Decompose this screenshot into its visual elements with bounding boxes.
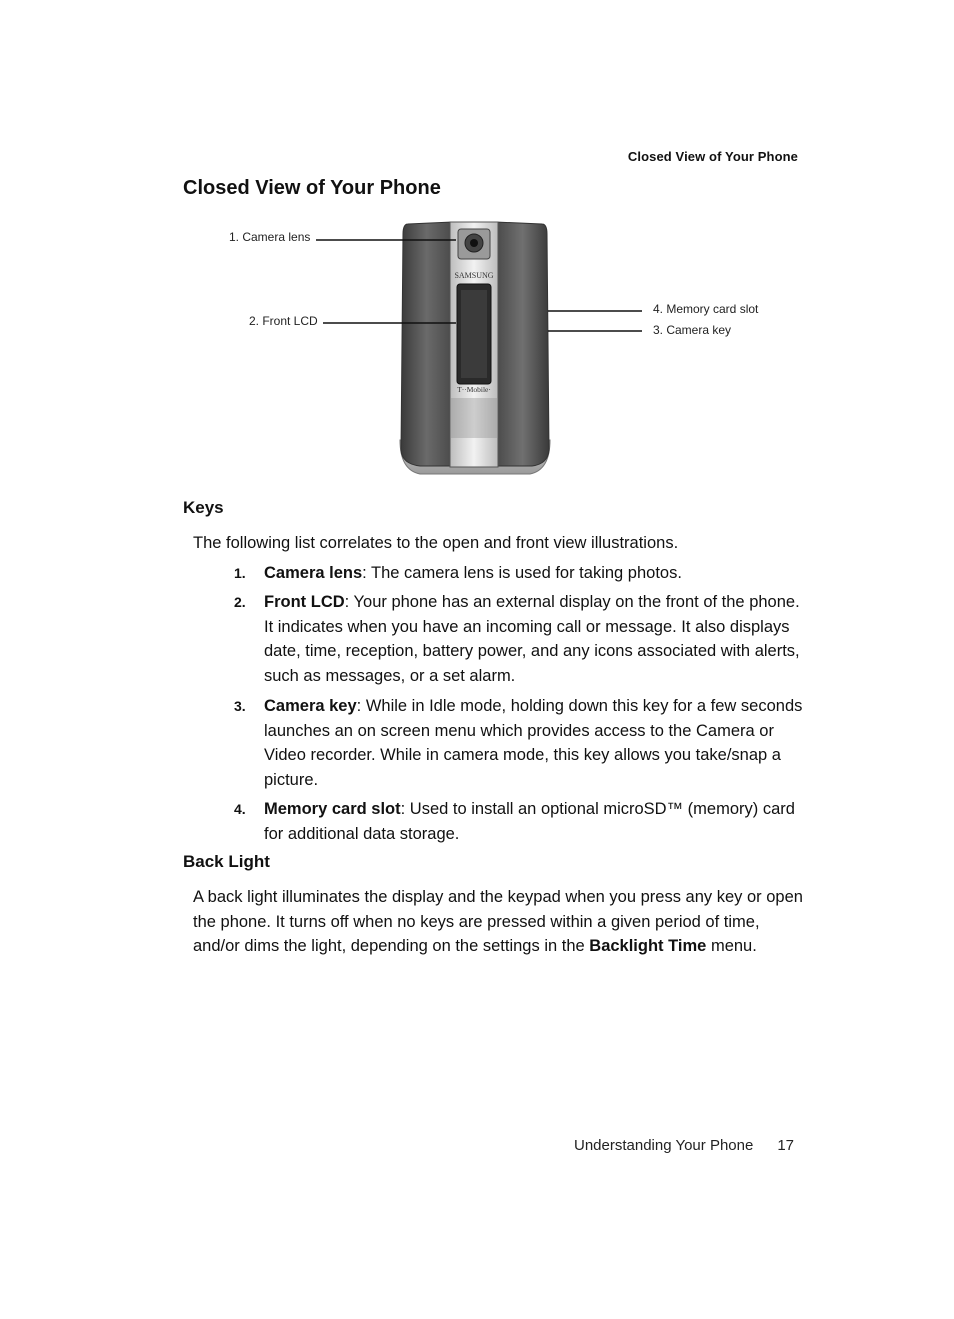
footer-section-title: Understanding Your Phone (574, 1137, 754, 1154)
callout-memory-card-slot: 4. Memory card slot (653, 302, 759, 316)
key-item-memory-card-slot (234, 797, 804, 846)
key-term: Front LCD (264, 593, 345, 611)
backlight-time-menu-name: Backlight Time (589, 937, 707, 955)
page-number: 17 (777, 1137, 794, 1154)
back-light-paragraph (193, 885, 803, 959)
list-number: 3. (234, 698, 246, 714)
key-term: Camera key (264, 697, 357, 715)
keys-intro: The following list correlates to the open and front view illustrations. (193, 534, 679, 552)
back-light-heading: Back Light (183, 852, 270, 871)
phone-brand-text: SAMSUNG (454, 271, 494, 280)
key-description: : Your phone has an external display on the front of the phone. It indicates when you have an incoming call or message. It also displays date, time, reception, battery power, and any icons associated with alerts, such as messages, or a set alarm. (264, 593, 800, 685)
page-title: Closed View of Your Phone (183, 177, 441, 199)
back-light-text-end: menu. (706, 937, 757, 955)
key-item-front-lcd (234, 590, 804, 688)
key-item-camera-key (234, 694, 804, 792)
carrier-logo-text: T··Mobile· (457, 385, 491, 394)
back-light-text: A back light illuminates the display and the keypad when you press any key or open the phone. It turns off when no keys are pressed within a given period of time, and/or dims the light, depending on the settings in the (193, 888, 803, 955)
key-description: : Used to install an optional microSD™ (memory) card for additional data storage. (264, 800, 795, 843)
key-description: : While in Idle mode, holding down this key for a few seconds launches an on screen menu which provides access to the Camera or Video recorder. While in camera mode, this key allows you take/snap a picture. (264, 697, 803, 789)
phone-illustration (220, 212, 780, 484)
phone-figure (220, 212, 780, 484)
list-number: 2. (234, 594, 246, 610)
running-head: Closed View of Your Phone (627, 149, 798, 164)
list-number: 4. (234, 801, 246, 817)
callout-front-lcd: 2. Front LCD (249, 314, 318, 328)
page-footer (574, 1137, 794, 1154)
key-item-camera-lens (234, 561, 804, 586)
callout-camera-lens: 1. Camera lens (229, 230, 311, 244)
list-number: 1. (234, 565, 246, 581)
key-term: Memory card slot (264, 800, 401, 818)
keys-heading: Keys (183, 498, 224, 517)
key-description: : The camera lens is used for taking photos. (362, 564, 682, 582)
callout-camera-key: 3. Camera key (653, 323, 732, 337)
key-term: Camera lens (264, 564, 363, 582)
